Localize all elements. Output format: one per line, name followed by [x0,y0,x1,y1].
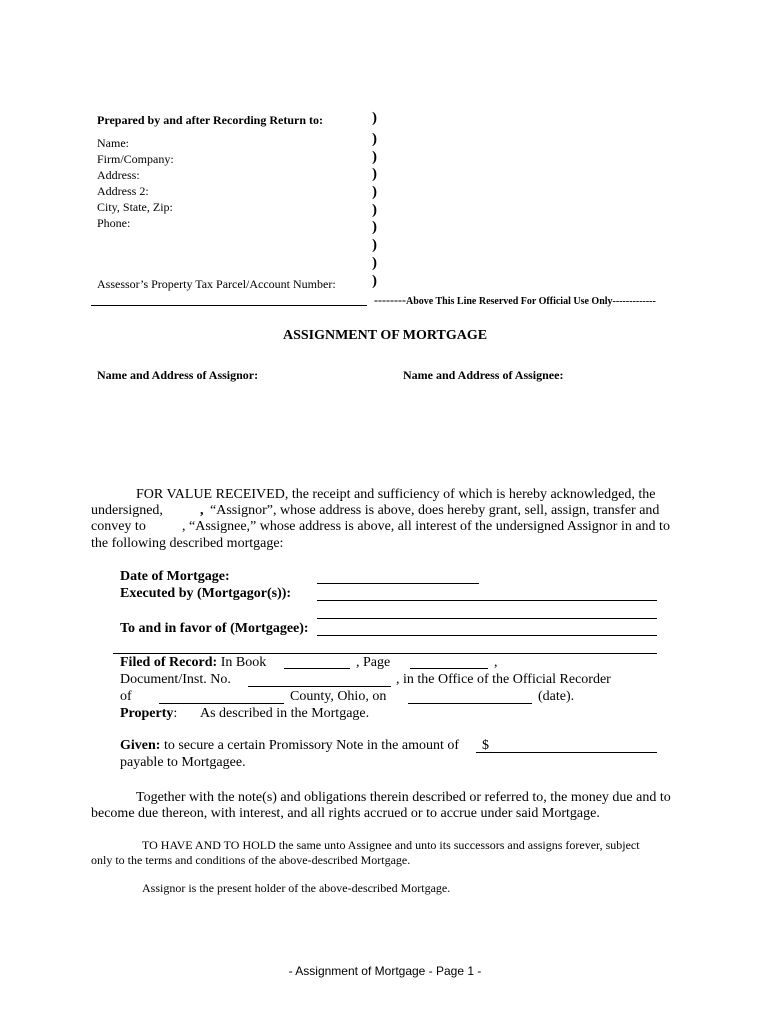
executed-by-label: Executed by (Mortgagor(s)): [120,586,292,601]
phone-field-label: Phone: [97,216,131,230]
para4-text: Assignor is the present holder of the above-described Mortgage. [142,881,451,895]
date-of-mortgage-line [317,583,479,584]
property-value: As described in the Mortgage. [200,706,370,721]
in-favor-of-label: To and in favor of (Mortgagee): [120,621,309,636]
para1-line2: “Assignor”, whose address is above, does hereby grant, sell, assign, transfer and [210,503,660,518]
parcel-number-label: Assessor’s Property Tax Parcel/Account Number: [97,277,336,291]
recording-date-line [408,703,532,704]
prepared-by-title: Prepared by and after Recording Return to: [97,113,323,127]
bracket-paren: ) [372,202,377,218]
page-number-line [410,668,488,669]
given-text: to secure a certain Promissory Note in the amount of [163,738,460,753]
document-title: ASSIGNMENT OF MORTGAGE [282,328,488,343]
of-text: of [120,689,132,704]
reserved-note-text: Above This Line Reserved For Official Use Only [405,296,613,307]
page-text: , Page [356,655,391,670]
book-number-line [284,668,350,669]
address-field-label: Address: [97,168,140,182]
in-favor-of-line-2 [113,653,657,654]
bracket-paren: ) [372,219,377,235]
bracket-paren: ) [372,110,377,126]
para3-line1: TO HAVE AND TO HOLD the same unto Assignee and unto its successors and assigns forever, subject [142,838,640,852]
county-ohio-text: County, Ohio, on [290,689,387,704]
reserved-dashes-left: -------- [374,293,406,307]
payable-text: payable to Mortgagee. [120,755,246,770]
executed-by-line [317,600,657,601]
property-colon: : [173,706,178,721]
bracket-paren: ) [372,166,377,182]
city-state-zip-field-label: City, State, Zip: [97,200,173,214]
page-footer: - Assignment of Mortgage - Page 1 - [288,964,482,978]
filed-of-record-row [120,655,266,671]
document-inst-label: Document/Inst. No. [120,672,231,687]
document-inst-line [248,686,391,687]
bracket-paren: ) [372,255,377,271]
page-comma: , [494,655,498,670]
assignor-heading: Name and Address of Assignor: [97,368,259,382]
para1-convey-to: convey to [91,519,146,534]
para3-line2: only to the terms and conditions of the above-described Mortgage. [91,853,411,867]
bracket-paren: ) [372,273,377,289]
given-label: Given: [120,738,161,753]
county-line [159,703,284,704]
note-amount-line [476,752,657,753]
address2-field-label: Address 2: [97,184,149,198]
property-label: Property [120,706,174,721]
in-book-text: In Book [220,655,267,670]
para2-line1: Together with the note(s) and obligations therein described or referred to, the money due and to [136,790,671,805]
firm-field-label: Firm/Company: [97,152,174,166]
filed-of-record-label: Filed of Record: [120,655,218,670]
given-row [120,738,459,754]
date-paren-text: (date). [538,689,575,704]
parcel-number-line [91,305,367,306]
date-of-mortgage-label: Date of Mortgage: [120,569,230,584]
assignee-heading: Name and Address of Assignee: [403,368,564,382]
official-recorder-text: , in the Office of the Official Recorder [396,672,611,687]
name-field-label: Name: [97,136,129,150]
in-favor-of-line [317,635,657,636]
bracket-paren: ) [372,149,377,165]
bracket-paren: ) [372,131,377,147]
dollar-sign: $ [482,738,489,753]
para1-undersigned: undersigned, [91,503,163,518]
para1-comma: , [200,503,204,518]
bracket-paren: ) [372,184,377,200]
property-row [120,706,177,722]
para2-line2: become due thereon, with interest, and all rights accrued or to accrue under said Mortgage. [91,806,600,821]
para1-line1: FOR VALUE RECEIVED, the receipt and sufficiency of which is hereby acknowledged, the [136,487,656,502]
reserved-line-note [374,293,656,308]
executed-by-line-2 [317,618,657,619]
para1-line4: the following described mortgage: [91,536,284,551]
reserved-dashes-right: ------------- [612,296,656,307]
para1-line3: , “Assignee,” whose address is above, all interest of the undersigned Assignor in and to [182,519,670,534]
bracket-paren: ) [372,237,377,253]
